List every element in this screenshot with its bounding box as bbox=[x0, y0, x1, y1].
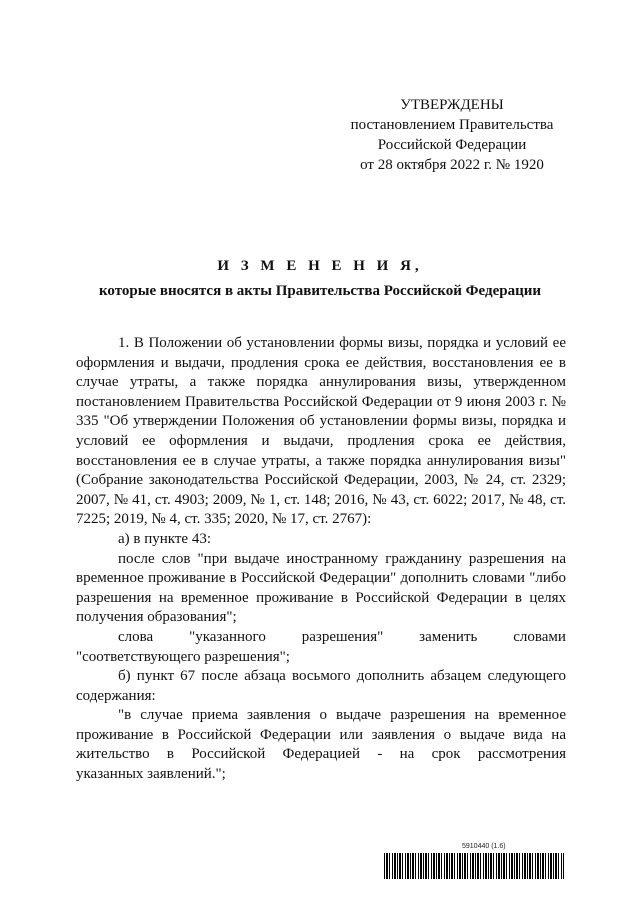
barcode-number: 5910440 (1.6) bbox=[462, 843, 506, 850]
approval-by: постановлением Правительства bbox=[350, 117, 554, 133]
paragraph-6-end: указанных заявлений."; bbox=[76, 766, 226, 783]
paragraph-5: б) пункт 67 после абзаца восьмого дополнить абзацем следующего содержания: bbox=[76, 668, 566, 704]
paragraph-6: "в случае приема заявления о выдаче разрешения на временное проживание в Российской Федерации или заявления о выдаче вида на жительство в Российской Федерацией - на срок рассмотрения bbox=[76, 707, 566, 763]
paragraph-1: 1. В Положении об установлении формы визы, порядка и условий ее оформления и выдачи, продления срока ее действия, восстановления ее в случае утраты, а также порядка аннулирования визы, утвержденном постановлением Правительства Российской Федерации от 9 июня 2003 г. № 335 "Об утверждении Положения об установлении формы визы, порядка и условий ее оформления и выдачи, продления срока ее действия, восстановления ее в случае утраты, а также порядка аннулирования визы" (Собрание законодательства Российской Федерации, 2003, № 24, ст. 2329; 2007, № 41, ст. 4903; 2009, № 1, ст. 148; 2016, № 43, ст. 6022; 2017, № 48, ст. 7225; 2019, № 4, ст. 335; 2020, № 17, ст. 2767): bbox=[76, 335, 566, 528]
approval-stamp bbox=[330, 95, 574, 175]
approval-authority: Российской Федерации bbox=[377, 137, 527, 153]
paragraph-2: а) в пункте 43: bbox=[118, 530, 212, 547]
paragraph-4-end: "соответствующего разрешения"; bbox=[76, 648, 290, 665]
paragraph-3: после слов "при выдаче иностранному гражданину разрешения на временное проживание в Российской Федерации" дополнить словами "либо разрешения на временное проживание в Российской Федерации в целях получения образования"; bbox=[76, 550, 566, 626]
approval-date-number: от 28 октября 2022 г. № 1920 bbox=[360, 157, 544, 173]
approval-word: УТВЕРЖДЕНЫ bbox=[400, 97, 504, 113]
barcode-icon bbox=[384, 853, 564, 879]
word: разрешения" bbox=[301, 628, 384, 645]
word: заменить bbox=[419, 628, 478, 645]
document-heading: И З М Е Н Е Н И Я, bbox=[217, 258, 423, 274]
document-subheading: которые вносятся в акты Правительства Российской Федерации bbox=[98, 283, 542, 299]
word: "указанного bbox=[189, 628, 266, 645]
barcode-block bbox=[384, 843, 564, 881]
word: словами bbox=[513, 628, 566, 645]
paragraph-4-line bbox=[76, 628, 566, 648]
word: слова bbox=[118, 628, 154, 645]
document-body bbox=[76, 334, 566, 785]
